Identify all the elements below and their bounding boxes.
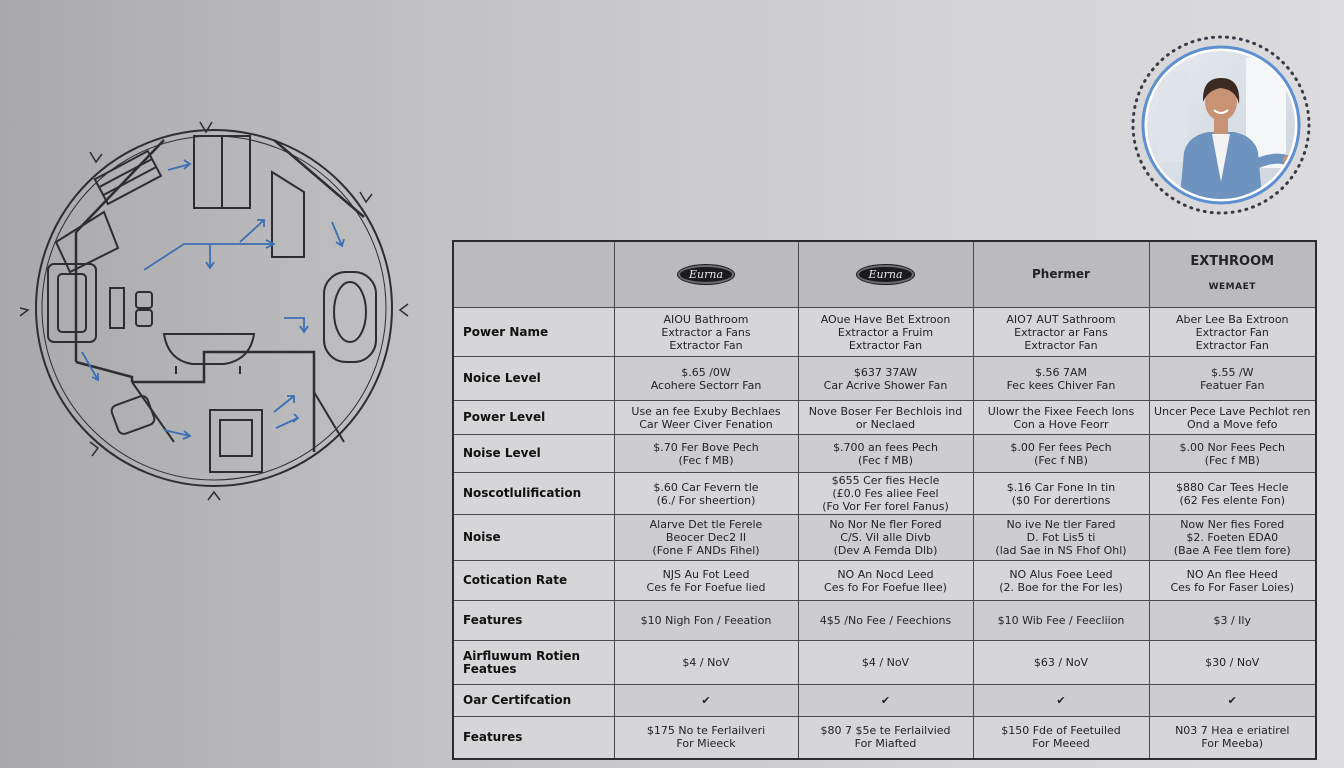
table-row	[453, 401, 1316, 435]
column-header-brand-4	[1149, 241, 1316, 308]
table-cell: $637 37AW Car Acrive Shower Fan	[798, 357, 973, 401]
header-corner-cell	[453, 241, 614, 308]
row-label: Noise	[453, 515, 614, 561]
row-label: Features	[453, 717, 614, 759]
table-row	[453, 561, 1316, 601]
table-cell: $.55 /W Featuer Fan	[1149, 357, 1316, 401]
table-cell: 4$5 /No Fee / Feechions	[798, 601, 973, 641]
table-cell: $4 / NoV	[798, 641, 973, 685]
table-row	[453, 641, 1316, 685]
checkmark-icon: ✔	[798, 685, 973, 717]
bathroom-floorplan-diagram	[14, 112, 414, 504]
table-cell: $63 / NoV	[973, 641, 1149, 685]
table-row	[453, 308, 1316, 357]
table-row	[453, 601, 1316, 641]
table-cell: $.00 Fer fees Pech (Fec f NB)	[973, 435, 1149, 473]
row-label: Features	[453, 601, 614, 641]
fan-comparison-table	[452, 240, 1317, 760]
table-cell: Use an fee Exuby Bechlaes Car Weer Civer Fenation	[614, 401, 798, 435]
door-icon	[272, 172, 304, 257]
row-label: Power Name	[453, 308, 614, 357]
table-row	[453, 435, 1316, 473]
column-header-brand-3	[973, 241, 1149, 308]
table-cell: AIOU Bathroom Extractor a Fans Extractor Fan	[614, 308, 798, 357]
column-header-brand-2	[798, 241, 973, 308]
table-row	[453, 473, 1316, 515]
table-cell: Alarve Det tle Ferele Beocer Dec2 II (Fone F ANDs Fihel)	[614, 515, 798, 561]
brand-name-3: Phermer	[1032, 267, 1090, 281]
table-row	[453, 515, 1316, 561]
table-cell: NO An Nocd Leed Ces fo For Foefue llee)	[798, 561, 973, 601]
checkmark-icon: ✔	[973, 685, 1149, 717]
brand-subname-4: WEMAET	[1208, 282, 1256, 292]
presenter-avatar	[1128, 32, 1314, 218]
column-header-brand-1	[614, 241, 798, 308]
table-cell: NO An flee Heed Ces fo For Faser Loies)	[1149, 561, 1316, 601]
table-cell: Nove Boser Fer Bechlois ind or Neclaed	[798, 401, 973, 435]
brand-name-4: EXTHROOM	[1190, 254, 1275, 269]
table-cell: Ulowr the Fixee Feech lons Con a Hove Feorr	[973, 401, 1149, 435]
table-cell: $10 Wib Fee / Feecliion	[973, 601, 1149, 641]
table-cell: $10 Nigh Fon / Feeation	[614, 601, 798, 641]
bathtub-icon	[164, 334, 254, 364]
brand-logo-2: Eurna	[857, 265, 913, 284]
row-label: Airfluwum Rotien Featues	[453, 641, 614, 685]
table-cell: $.60 Car Fevern tle (6./ For sheertion)	[614, 473, 798, 515]
table-row	[453, 717, 1316, 759]
table-row	[453, 685, 1316, 717]
vanity-icon	[48, 264, 96, 342]
row-label: Power Level	[453, 401, 614, 435]
row-label: Noscotlulification	[453, 473, 614, 515]
table-cell: AIO7 AUT Sathroom Extractor ar Fans Extractor Fan	[973, 308, 1149, 357]
row-label: Noise Level	[453, 435, 614, 473]
table-cell: $30 / NoV	[1149, 641, 1316, 685]
table-cell: $80 7 $5e te Ferlailvied For Miafted	[798, 717, 973, 759]
table-cell: NO Alus Foee Leed (2. Boe for the For les)	[973, 561, 1149, 601]
table-cell: $.70 Fer Bove Pech (Fec f MB)	[614, 435, 798, 473]
checkmark-icon: ✔	[1149, 685, 1316, 717]
table-cell: $3 / Ily	[1149, 601, 1316, 641]
brand-logo-1: Eurna	[678, 265, 734, 284]
table-cell: Uncer Pece Lave Pechlot ren Ond a Move fefo	[1149, 401, 1316, 435]
table-cell: $655 Cer fies Hecle (£0.0 Fes aliee Feel (Fo Vor Fer forel Fanus)	[798, 473, 973, 515]
table-cell: Aber Lee Ba Extroon Extractor Fan Extractor Fan	[1149, 308, 1316, 357]
table-cell: $.65 /0W Acohere Sectorr Fan	[614, 357, 798, 401]
table-cell: $.56 7AM Fec kees Chiver Fan	[973, 357, 1149, 401]
table-cell: $150 Fde of Feetuiled For Meeed	[973, 717, 1149, 759]
row-label: Noice Level	[453, 357, 614, 401]
table-header-row	[453, 241, 1316, 308]
table-cell: N03 7 Hea e eriatirel For Meeba)	[1149, 717, 1316, 759]
table-cell: NJS Au Fot Leed Ces fe For Foefue lied	[614, 561, 798, 601]
table-cell: $.00 Nor Fees Pech (Fec f MB)	[1149, 435, 1316, 473]
table-cell: $4 / NoV	[614, 641, 798, 685]
table-cell: No Nor Ne fler Fored C/S. Vil alle Divb (Dev A Femda Dlb)	[798, 515, 973, 561]
toilet-icon	[324, 272, 376, 362]
table-cell: Now Ner fies Fored $2. Foeten EDA0 (Bae A Fee tlem fore)	[1149, 515, 1316, 561]
table-cell: $.700 an fees Pech (Fec f MB)	[798, 435, 973, 473]
table-cell: No ive Ne tler Fared D. Fot Lis5 ti (lad Sae in NS Fhof Ohl)	[973, 515, 1149, 561]
table-cell: AOue Have Bet Extroon Extractor a Fruim Extractor Fan	[798, 308, 973, 357]
table-row	[453, 357, 1316, 401]
row-label: Cotication Rate	[453, 561, 614, 601]
row-label: Oar Certifcation	[453, 685, 614, 717]
table-cell: $175 No te Ferlailveri For Mieeck	[614, 717, 798, 759]
compass-marks	[20, 122, 408, 500]
table-cell: $.16 Car Fone In tin ($0 For derertions	[973, 473, 1149, 515]
table-cell: $880 Car Tees Hecle (62 Fes elente Fon)	[1149, 473, 1316, 515]
checkmark-icon: ✔	[614, 685, 798, 717]
chair-icon	[110, 394, 156, 435]
